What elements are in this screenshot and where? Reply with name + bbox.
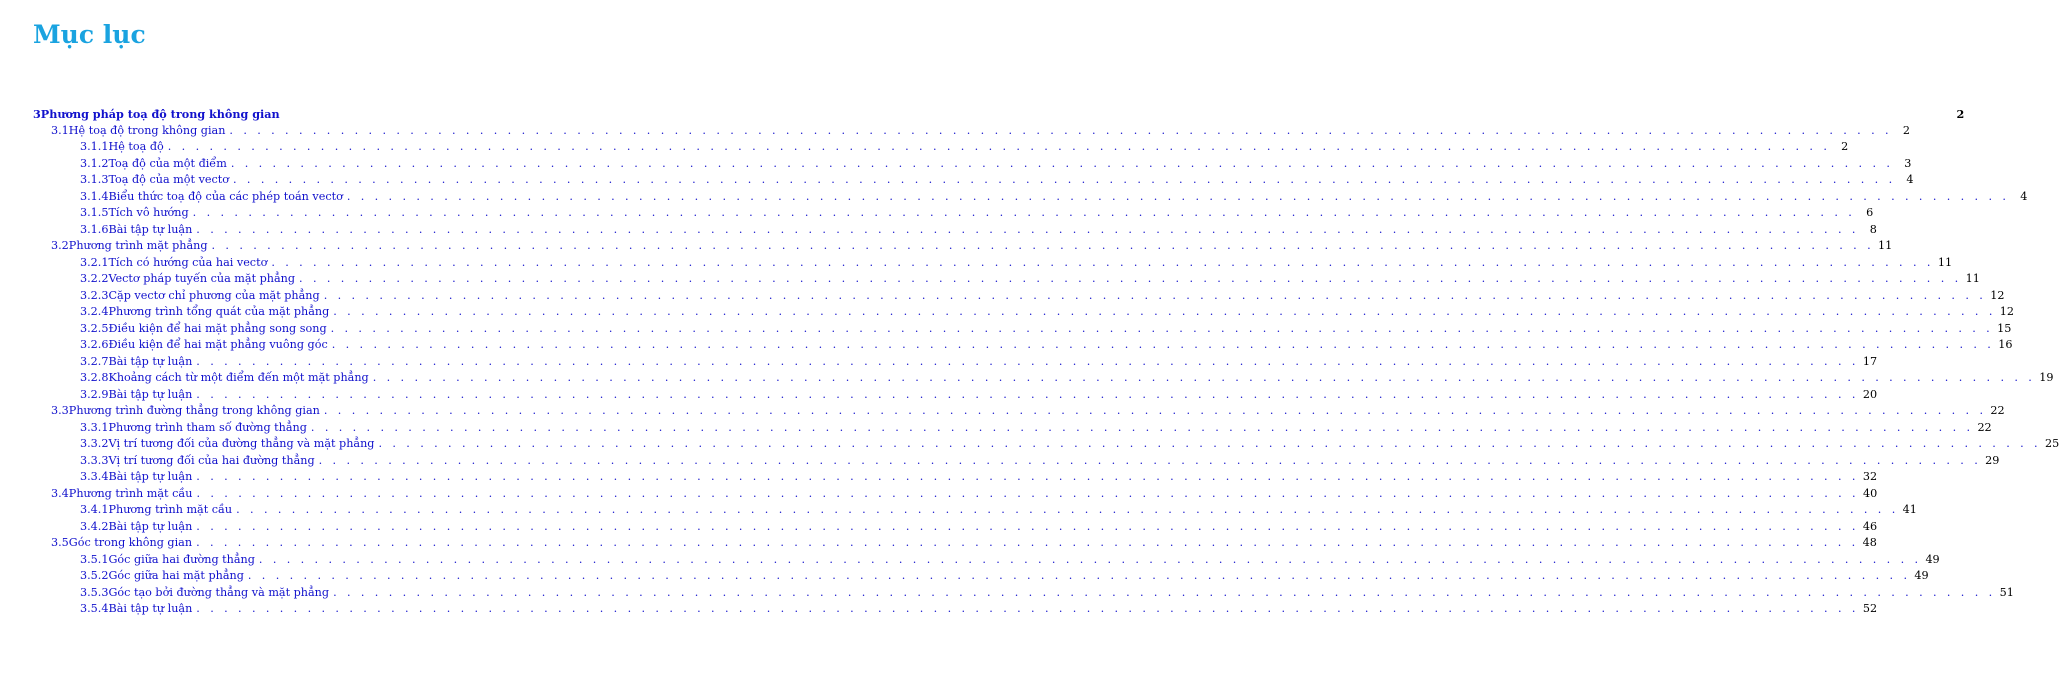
toc-entry-page[interactable]: 12 <box>1990 288 2005 302</box>
toc-entry-page[interactable]: 8 <box>1869 222 1877 236</box>
toc-entry-page[interactable]: 29 <box>1985 453 2000 467</box>
toc-entry-page[interactable]: 51 <box>1999 585 2014 599</box>
toc-subsection[interactable] <box>33 222 1877 239</box>
toc-entry-number: 3.5.4 <box>80 602 109 615</box>
toc-entry-number: 3.5.3 <box>80 585 109 599</box>
toc-entry-page[interactable]: 4 <box>2020 189 2028 203</box>
toc-entry-title[interactable]: Cặp vectơ chỉ phương của mặt phẳng <box>108 288 320 302</box>
toc-entry-page[interactable]: 46 <box>1862 519 1878 533</box>
toc-entry-number: 3.3 <box>51 404 69 417</box>
toc-entry-number: 3.1.4 <box>80 189 109 203</box>
toc-entry-title[interactable]: Bài tập tự luận <box>108 519 193 533</box>
toc-section[interactable] <box>33 123 1910 140</box>
toc-entry-page[interactable]: 52 <box>1862 602 1878 615</box>
toc-entry-number: 3.2.8 <box>80 371 109 384</box>
toc-entry-title[interactable]: Hệ toạ độ trong không gian <box>68 123 226 137</box>
toc-entry-page[interactable]: 11 <box>1937 255 1953 269</box>
toc-subsection[interactable] <box>33 552 1940 569</box>
toc-entry-number: 3.2.6 <box>80 338 109 351</box>
toc-entry-page[interactable]: 20 <box>1862 387 1878 401</box>
toc-subsection[interactable] <box>33 139 1849 156</box>
toc-entry-title[interactable]: Bài tập tự luận <box>108 354 193 368</box>
toc-dot-leader: . . . . . . . . . . . . . . . . . . . . . . . . . . . . . . . . . . . . . . . . . . . . . . . . . . . . . . . . . . . . . . . . . . . . . . . . . . . . . . . . . . . . . . . . . . . . . . . . . . . . . . . . . . . . . . . . . . . . . . . . <box>167 140 1831 153</box>
toc-entry-title[interactable]: Hệ toạ độ <box>108 140 164 153</box>
toc-dot-leader: . . . . . . . . . . . . . . . . . . . . . . . . . . . . . . . . . . . . . . . . . . . . . . . . . . . . . . . . . . . . . . . . . . . . . . . . . . . . . . . . . . . . . . . . . . . . . . . . . . . . . . . . . . . . . . . . . . . . . . . . <box>378 437 2041 450</box>
toc-dot-leader: . . . . . . . . . . . . . . . . . . . . . . . . . . . . . . . . . . . . . . . . . . . . . . . . . . . . . . . . . . . . . . . . . . . . . . . . . . . . . . . . . . . . . . . . . . . . . . . . . . . . . . . . . . . . . . . . . . . . . . . . <box>236 503 1899 516</box>
toc-entry-title[interactable]: Bài tập tự luận <box>108 387 193 401</box>
toc-entry-number: 3.3.1 <box>80 420 109 434</box>
toc-dot-leader: . . . . . . . . . . . . . . . . . . . . . . . . . . . . . . . . . . . . . . . . . . . . . . . . . . . . . . . . . . . . . . . . . . . . . . . . . . . . . . . . . . . . . . . . . . . . . . . . . . . . . . . . . . . . . . . . . . . . . . . . <box>196 354 1859 368</box>
toc-subsection[interactable] <box>33 255 1953 272</box>
toc-dot-leader: . . . . . . . . . . . . . . . . . . . . . . . . . . . . . . . . . . . . . . . . . . . . . . . . . . . . . . . . . . . . . . . . . . . . . . . . . . . . . . . . . . . . . . . . . . . . . . . . . . . . . . . . . . . . . . . . . . . . . . . . <box>211 239 1875 252</box>
toc-entry-title[interactable]: Khoảng cách từ một điểm đến một mặt phẳng <box>108 371 369 384</box>
toc-dot-leader: . . . . . . . . . . . . . . . . . . . . . . . . . . . . . . . . . . . . . . . . . . . . . . . . . . . . . . . . . . . . . . . . . . . . . . . . . . . . . . . . . . . . . . . . . . . . . . . . . . . . . . . . . . . . . . . . . . . . . . . . <box>247 569 1911 582</box>
toc-subsection[interactable] <box>33 387 1878 404</box>
toc-entry-number: 3.2.5 <box>80 321 109 335</box>
toc-dot-leader: . . . . . . . . . . . . . . . . . . . . . . . . . . . . . . . . . . . . . . . . . . . . . . . . . . . . . . . . . . . . . . . . . . . . . . . . . . . . . . . . . . . . . . . . . . . . . . . . . . . . . . . . . . . . . . . . . . . . . . . . <box>258 552 1922 566</box>
toc-entry-page[interactable]: 3 <box>1904 156 1912 170</box>
toc-entry-number: 3.2.4 <box>80 305 109 318</box>
toc-subsection[interactable] <box>33 469 1878 486</box>
toc-entry-title[interactable]: Góc giữa hai đường thẳng <box>108 552 255 566</box>
toc-subsection[interactable] <box>33 568 1929 585</box>
toc-dot-leader: . . . . . . . . . . . . . . . . . . . . . . . . . . . . . . . . . . . . . . . . . . . . . . . . . . . . . . . . . . . . . . . . . . . . . . . . . . . . . . . . . . . . . . . . . . . . . . . . . . . . . . . . . . . . . . . . . . . . . . . . <box>196 536 1859 549</box>
toc-entry-page[interactable]: 16 <box>1998 338 2013 351</box>
toc-entry-page[interactable]: 17 <box>1862 354 1878 368</box>
toc-chapter[interactable] <box>33 106 1965 123</box>
toc-dot-leader: . . . . . . . . . . . . . . . . . . . . . . . . . . . . . . . . . . . . . . . . . . . . . . . . . . . . . . . . . . . . . . . . . . . . . . . . . . . . . . . . . . . . . . . . . . . . . . . . . . . . . . . . . . . . . . . . . . . . . . . . <box>323 404 1987 417</box>
toc-subsection[interactable] <box>33 205 1874 222</box>
toc-entry-title[interactable]: Toạ độ của một vectơ <box>108 173 230 186</box>
toc-entry-title[interactable]: Toạ độ của một điểm <box>108 156 227 170</box>
toc-subsection[interactable] <box>33 304 2015 321</box>
toc-subsection[interactable] <box>33 453 2000 470</box>
toc-entry-title[interactable]: Tích vô hướng <box>108 206 189 219</box>
toc-entry-number: 3.2.3 <box>80 288 109 302</box>
toc-section[interactable] <box>33 238 1893 255</box>
toc-entry-number: 3.2.2 <box>80 272 109 285</box>
toc-entry-page[interactable]: 48 <box>1862 536 1877 549</box>
toc-subsection[interactable] <box>33 519 1878 536</box>
toc-subsection[interactable] <box>33 601 1878 618</box>
toc-entry-page[interactable]: 2 <box>1956 107 1965 121</box>
toc-entry-number: 3 <box>33 107 41 121</box>
toc-entry-number: 3.5.1 <box>80 552 109 566</box>
toc-entry-title[interactable]: Góc trong không gian <box>68 536 193 549</box>
toc-entry-page[interactable]: 15 <box>1997 321 2012 335</box>
toc-entry-number: 3.2.7 <box>80 354 109 368</box>
toc-entry-page[interactable]: 11 <box>1965 272 1980 285</box>
toc-entry-title[interactable]: Biểu thức toạ độ của các phép toán vectơ <box>108 189 343 203</box>
toc-dot-leader: . . . . . . . . . . . . . . . . . . . . . . . . . . . . . . . . . . . . . . . . . . . . . . . . . . . . . . . . . . . . . . . . . . . . . . . . . . . . . . . . . . . . . . . . . . . . . . . . . . . . . . . . . . . . . . . . . . . . . . . . <box>196 470 1859 483</box>
toc-subsection[interactable] <box>33 337 2013 354</box>
toc-dot-leader: . . . . . . . . . . . . . . . . . . . . . . . . . . . . . . . . . . . . . . . . . . . . . . . . . . . . . . . . . . . . . . . . . . . . . . . . . . . . . . . . . . . . . . . . . . . . . . . . . . . . . . . . . . . . . . . . . . . . . . . . <box>196 387 1859 401</box>
toc-section[interactable] <box>33 535 1877 552</box>
toc-entry-page[interactable]: 11 <box>1878 239 1893 252</box>
toc-entry-title[interactable]: Góc tạo bởi đường thẳng và mặt phẳng <box>108 585 330 599</box>
toc-entry-page[interactable]: 12 <box>1999 305 2015 318</box>
toc-dot-leader: . . . . . . . . . . . . . . . . . . . . . . . . . . . . . . . . . . . . . . . . . . . . . . . . . . . . . . . . . . . . . . . . . . . . . . . . . . . . . . . . . . . . . . . . . . . . . . . . . . . . . . . . . . . . . . . . . . . . . . . . <box>196 602 1859 615</box>
toc-dot-leader: . . . . . . . . . . . . . . . . . . . . . . . . . . . . . . . . . . . . . . . . . . . . . . . . . . . . . . . . . . . . . . . . . . . . . . . . . . . . . . . . . . . . . . . . . . . . . . . . . . . . . . . . . . . . . . . . . . . . . . . . <box>372 371 2036 384</box>
toc-entry-title[interactable]: Phương trình mặt cầu <box>68 486 193 500</box>
toc-dot-leader: . . . . . . . . . . . . . . . . . . . . . . . . . . . . . . . . . . . . . . . . . . . . . . . . . . . . . . . . . . . . . . . . . . . . . . . . . . . . . . . . . . . . . . . . . . . . . . . . . . . . . . . . . . . . . . . . . . . . . . . . <box>323 288 1987 302</box>
toc-entry-page[interactable]: 32 <box>1862 470 1878 483</box>
toc-entry-number: 3.4 <box>51 486 69 500</box>
toc-entry-page[interactable]: 19 <box>2039 371 2054 384</box>
toc-subsection[interactable] <box>33 420 1992 437</box>
toc-entry-number: 3.2.9 <box>80 387 109 401</box>
toc-subsection[interactable] <box>33 370 2054 387</box>
toc-entry-title[interactable]: Điều kiện để hai mặt phẳng song song <box>108 321 327 335</box>
toc-entry-page[interactable]: 49 <box>1914 569 1929 582</box>
toc-subsection[interactable] <box>33 436 2059 453</box>
toc-dot-leader: . . . . . . . . . . . . . . . . . . . . . . . . . . . . . . . . . . . . . . . . . . . . . . . . . . . . . . . . . . . . . . . . . . . . . . . . . . . . . . . . . . . . . . . . . . . . . . . . . . . . . . . . . . . . . . . . . . . . . . . . <box>299 272 1962 285</box>
toc-dot-leader: . . . . . . . . . . . . . . . . . . . . . . . . . . . . . . . . . . . . . . . . . . . . . . . . . . . . . . . . . . . . . . . . . . . . . . . . . . . . . . . . . . . . . . . . . . . . . . . . . . . . . . . . . . . . . . . . . . . . . . . . <box>196 222 1859 236</box>
toc-entry-title[interactable]: Bài tập tự luận <box>108 470 193 483</box>
toc-entry-number: 3.3.2 <box>80 437 109 450</box>
toc-entry-page[interactable]: 4 <box>1906 173 1914 186</box>
toc-entry-page[interactable]: 41 <box>1902 503 1917 516</box>
toc-dot-leader: . . . . . . . . . . . . . . . . . . . . . . . . . . . . . . . . . . . . . . . . . . . . . . . . . . . . . . . . . . . . . . . . . . . . . . . . . . . . . . . . . . . . . . . . . . . . . . . . . . . . . . . . . . . . . . . . . . . . . . . . <box>333 585 1996 599</box>
toc-subsection[interactable] <box>33 585 2014 602</box>
toc-entry-page[interactable]: 25 <box>2045 437 2059 450</box>
toc-entry-title[interactable]: Phương trình tham số đường thẳng <box>108 420 307 434</box>
toc-entry-number: 3.1.6 <box>80 222 109 236</box>
toc-entry-title[interactable]: Góc giữa hai mặt phẳng <box>108 569 244 582</box>
toc-entry-title[interactable]: Bài tập tự luận <box>108 602 193 615</box>
toc-entry-page[interactable]: 49 <box>1925 552 1940 566</box>
toc-dot-leader: . . . . . . . . . . . . . . . . . . . . . . . . . . . . . . . . . . . . . . . . . . . . . . . . . . . . . . . . . . . . . . . . . . . . . . . . . . . . . . . . . . . . . . . . . . . . . . . . . . . . . . . . . . . . . . . . . . . . . . . . <box>318 453 1982 467</box>
toc-dot-leader: . . . . . . . . . . . . . . . . . . . . . . . . . . . . . . . . . . . . . . . . . . . . . . . . . . . . . . . . . . . . . . . . . . . . . . . . . . . . . . . . . . . . . . . . . . . . . . . . . . . . . . . . . . . . . . . . . . . . . . . . <box>196 519 1859 533</box>
toc-subsection[interactable] <box>33 354 1878 371</box>
toc-entry-title[interactable]: Phương trình đường thẳng trong không gian <box>68 404 320 417</box>
toc-entry-page[interactable]: 22 <box>1977 420 1992 434</box>
toc-subsection[interactable] <box>33 288 2005 305</box>
toc-entry-title[interactable]: Phương pháp toạ độ trong không gian <box>40 107 280 121</box>
toc-entry-title[interactable]: Vectơ pháp tuyến của mặt phẳng <box>108 272 296 285</box>
toc-dot-leader: . . . . . . . . . . . . . . . . . . . . . . . . . . . . . . . . . . . . . . . . . . . . . . . . . . . . . . . . . . . . . . . . . . . . . . . . . . . . . . . . . . . . . . . . . . . . . . . . . . . . . . . . . . . . . . . . . . . . . . . . <box>229 123 1892 137</box>
toc-entry-title[interactable]: Phương trình mặt phẳng <box>68 239 208 252</box>
toc-entry-number: 3.3.4 <box>80 470 109 483</box>
toc-subsection[interactable] <box>33 502 1917 519</box>
toc-entry-number: 3.2.1 <box>80 255 109 269</box>
toc-section[interactable] <box>33 403 2005 420</box>
toc-dot-leader: . . . . . . . . . . . . . . . . . . . . . . . . . . . . . . . . . . . . . . . . . . . . . . . . . . . . . . . . . . . . . . . . . . . . . . . . . . . . . . . . . . . . . . . . . . . . . . . . . . . . . . . . . . . . . . . . . . . . . . . . <box>330 321 1994 335</box>
table-of-contents <box>33 106 2059 618</box>
toc-entry-page[interactable]: 6 <box>1866 206 1874 219</box>
toc-entry-number: 3.1.5 <box>80 206 109 219</box>
toc-subsection[interactable] <box>33 156 1912 173</box>
toc-entry-number: 3.1.2 <box>80 156 109 170</box>
page-title: Mục lục <box>33 20 146 49</box>
toc-entry-number: 3.5 <box>51 536 69 549</box>
toc-dot-leader: . . . . . . . . . . . . . . . . . . . . . . . . . . . . . . . . . . . . . . . . . . . . . . . . . . . . . . . . . . . . . . . . . . . . . . . . . . . . . . . . . . . . . . . . . . . . . . . . . . . . . . . . . . . . . . . . . . . . . . . . <box>192 206 1856 219</box>
toc-entry-number: 3.1 <box>51 123 69 137</box>
toc-entry-title[interactable]: Phương trình mặt cầu <box>108 503 233 516</box>
toc-dot-leader: . . . . . . . . . . . . . . . . . . . . . . . . . . . . . . . . . . . . . . . . . . . . . . . . . . . . . . . . . . . . . . . . . . . . . . . . . . . . . . . . . . . . . . . . . . . . . . . . . . . . . . . . . . . . . . . . . . . . . . . . <box>333 305 1996 318</box>
toc-subsection[interactable] <box>33 172 1914 189</box>
toc-entry-number: 3.2 <box>51 239 69 252</box>
toc-entry-title[interactable]: Điều kiện để hai mặt phẳng vuông góc <box>108 338 328 351</box>
toc-entry-page[interactable]: 2 <box>1841 140 1849 153</box>
toc-entry-title[interactable]: Vị trí tương đối của đường thẳng và mặt phẳng <box>108 437 375 450</box>
toc-dot-leader: . . . . . . . . . . . . . . . . . . . . . . . . . . . . . . . . . . . . . . . . . . . . . . . . . . . . . . . . . . . . . . . . . . . . . . . . . . . . . . . . . . . . . . . . . . . . . . . . . . . . . . . . . . . . . . . . . . . . . . . . <box>196 486 1859 500</box>
toc-entry-title[interactable]: Phương trình tổng quát của mặt phẳng <box>108 305 330 318</box>
toc-entry-number: 3.5.2 <box>80 569 109 582</box>
toc-dot-leader: . . . . . . . . . . . . . . . . . . . . . . . . . . . . . . . . . . . . . . . . . . . . . . . . . . . . . . . . . . . . . . . . . . . . . . . . . . . . . . . . . . . . . . . . . . . . . . . . . . . . . . . . . . . . . . . . . . . . . . . . <box>346 189 2010 203</box>
toc-dot-leader: . . . . . . . . . . . . . . . . . . . . . . . . . . . . . . . . . . . . . . . . . . . . . . . . . . . . . . . . . . . . . . . . . . . . . . . . . . . . . . . . . . . . . . . . . . . . . . . . . . . . . . . . . . . . . . . . . . . . . . . . <box>271 255 1934 269</box>
toc-entry-number: 3.3.3 <box>80 453 109 467</box>
toc-entry-title[interactable]: Tích có hướng của hai vectơ <box>108 255 268 269</box>
toc-entry-number: 3.4.1 <box>80 503 109 516</box>
toc-entry-title[interactable]: Bài tập tự luận <box>108 222 193 236</box>
toc-section[interactable] <box>33 486 1878 503</box>
toc-subsection[interactable] <box>33 189 2028 206</box>
toc-subsection[interactable] <box>33 271 1980 288</box>
toc-entry-number: 3.1.1 <box>80 140 109 153</box>
toc-entry-number: 3.4.2 <box>80 519 109 533</box>
toc-dot-leader: . . . . . . . . . . . . . . . . . . . . . . . . . . . . . . . . . . . . . . . . . . . . . . . . . . . . . . . . . . . . . . . . . . . . . . . . . . . . . . . . . . . . . . . . . . . . . . . . . . . . . . . . . . . . . . . . . . . . . . . . <box>310 420 1974 434</box>
toc-dot-leader: . . . . . . . . . . . . . . . . . . . . . . . . . . . . . . . . . . . . . . . . . . . . . . . . . . . . . . . . . . . . . . . . . . . . . . . . . . . . . . . . . . . . . . . . . . . . . . . . . . . . . . . . . . . . . . . . . . . . . . . . <box>331 338 1995 351</box>
toc-dot-leader: . . . . . . . . . . . . . . . . . . . . . . . . . . . . . . . . . . . . . . . . . . . . . . . . . . . . . . . . . . . . . . . . . . . . . . . . . . . . . . . . . . . . . . . . . . . . . . . . . . . . . . . . . . . . . . . . . . . . . . . . <box>233 173 1896 186</box>
toc-dot-leader: . . . . . . . . . . . . . . . . . . . . . . . . . . . . . . . . . . . . . . . . . . . . . . . . . . . . . . . . . . . . . . . . . . . . . . . . . . . . . . . . . . . . . . . . . . . . . . . . . . . . . . . . . . . . . . . . . . . . . . . . <box>230 156 1894 170</box>
toc-subsection[interactable] <box>33 321 2012 338</box>
toc-entry-page[interactable]: 2 <box>1902 123 1910 137</box>
toc-entry-number: 3.1.3 <box>80 173 109 186</box>
toc-entry-page[interactable]: 40 <box>1862 486 1878 500</box>
toc-entry-title[interactable]: Vị trí tương đối của hai đường thẳng <box>108 453 315 467</box>
toc-entry-page[interactable]: 22 <box>1990 404 2005 417</box>
